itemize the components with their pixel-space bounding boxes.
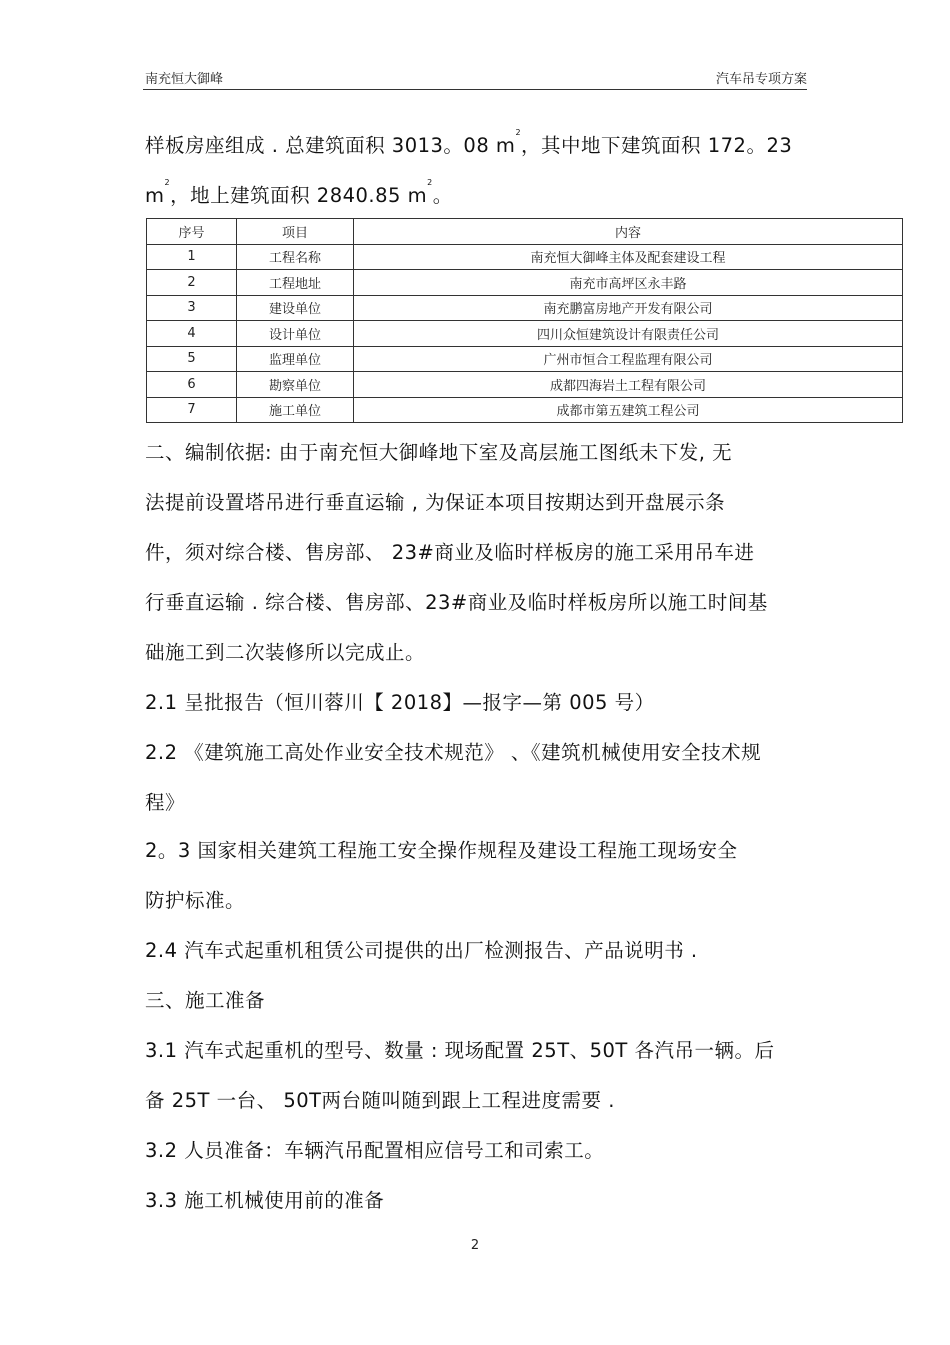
cell-item: 勘察单位: [237, 372, 354, 398]
item-2-3-continued: 防护标准。: [145, 889, 246, 912]
superscript: 2: [164, 178, 171, 187]
item-3-1-continued: 备 25T 一台、 50T两台随叫随到跟上工程进度需要 .: [145, 1089, 615, 1112]
cell-content: 南充市高坪区永丰路: [354, 270, 903, 296]
section-3-heading: 三、施工准备: [145, 989, 266, 1012]
header-divider: [143, 89, 807, 90]
section-2-basis-line-1: 二、编制依据: 由于南充恒大御峰地下室及高层施工图纸未下发, 无: [145, 441, 733, 464]
cell-index: 5: [147, 346, 237, 372]
section-2-basis-line-2: 法提前设置塔吊进行垂直运输 , 为保证本项目按期达到开盘展示条: [145, 491, 726, 514]
cell-index: 3: [147, 295, 237, 321]
table-row: [147, 397, 903, 423]
table-row: [147, 346, 903, 372]
table-row: [147, 244, 903, 270]
page-number: 2: [470, 1238, 480, 1253]
cell-content: 四川众恒建筑设计有限责任公司: [354, 321, 903, 347]
cell-index: 6: [147, 372, 237, 398]
project-info-table: [146, 218, 903, 423]
intro-line-2: [145, 180, 453, 208]
cell-item: 建设单位: [237, 295, 354, 321]
cell-item: 设计单位: [237, 321, 354, 347]
item-3-3: 3.3 施工机械使用前的准备: [145, 1189, 385, 1212]
cell-item: 监理单位: [237, 346, 354, 372]
item-3-1: 3.1 汽车式起重机的型号、数量 : 现场配置 25T、50T 各汽吊一辆。后: [145, 1039, 775, 1062]
cell-index: 2: [147, 270, 237, 296]
cell-content: 南充鹏富房地产开发有限公司: [354, 295, 903, 321]
item-2-4: 2.4 汽车式起重机租赁公司提供的出厂检测报告、产品说明书 .: [145, 939, 698, 962]
cell-index: 4: [147, 321, 237, 347]
table-row: [147, 295, 903, 321]
cell-content: 成都四海岩土工程有限公司: [354, 372, 903, 398]
cell-content: 南充恒大御峰主体及配套建设工程: [354, 244, 903, 270]
intro-line-2-text-c: 。: [432, 184, 453, 207]
item-2-3: 2。3 国家相关建筑工程施工安全操作规程及建设工程施工现场安全: [145, 839, 738, 862]
header-cell-content: 内容: [354, 219, 903, 245]
header-document-title: 汽车吊专项方案: [715, 72, 807, 87]
section-2-basis-line-4: 行垂直运输 . 综合楼、售房部、23#商业及临时样板房所以施工时间基: [145, 591, 768, 614]
intro-line-1-text-a: 样板房座组成 . 总建筑面积 3013。08 m: [145, 134, 516, 157]
item-2-1: 2.1 呈批报告（恒川蓉川【 2018】—报字—第 005 号）: [145, 691, 655, 714]
intro-line-1-text-b: ，其中地下建筑面积 172。23: [521, 134, 793, 157]
item-2-2: 2.2 《建筑施工高处作业安全技术规范》 、《建筑机械使用安全技术规: [145, 741, 762, 764]
header-project-name: 南充恒大御峰: [145, 72, 224, 87]
cell-index: 1: [147, 244, 237, 270]
cell-content: 成都市第五建筑工程公司: [354, 397, 903, 423]
cell-item: 施工单位: [237, 397, 354, 423]
cell-content: 广州市恒合工程监理有限公司: [354, 346, 903, 372]
table-row: [147, 372, 903, 398]
superscript: 2: [427, 178, 433, 187]
intro-line-2-text-b: ，地上建筑面积 2840.85 m: [170, 184, 428, 207]
cell-item: 工程名称: [237, 244, 354, 270]
table-row: [147, 270, 903, 296]
cell-index: 7: [147, 397, 237, 423]
header-cell-item: 项目: [237, 219, 354, 245]
superscript: 2: [515, 128, 522, 137]
intro-line-2-text-a: m: [145, 184, 165, 207]
item-3-2: 3.2 人员准备：车辆汽吊配置相应信号工和司索工。: [145, 1139, 605, 1162]
cell-item: 工程地址: [237, 270, 354, 296]
section-2-basis-line-5: 础施工到二次装修所以完成止。: [145, 641, 426, 664]
item-2-2-continued: 程》: [145, 791, 186, 814]
table-row: [147, 321, 903, 347]
table-header-row: [147, 219, 903, 245]
section-2-basis-line-3: 件，须对综合楼、售房部、 23#商业及临时样板房的施工采用吊车进: [145, 541, 755, 564]
header-cell-index: 序号: [147, 219, 237, 245]
intro-line-1: [145, 130, 792, 158]
